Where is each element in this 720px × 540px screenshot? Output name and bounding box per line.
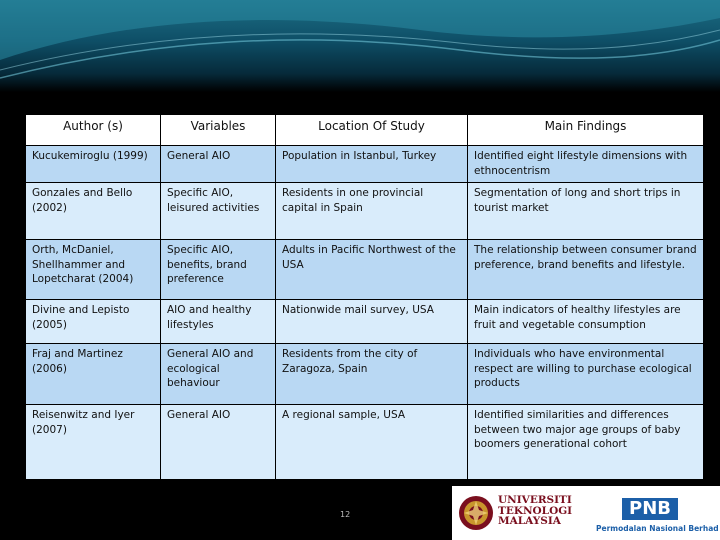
cell-findings: The relationship between consumer brand preference, brand benefits and lifestyle. bbox=[468, 240, 704, 300]
cell-location: A regional sample, USA bbox=[276, 405, 468, 480]
cell-findings: Individuals who have environmental respect are willing to purchase ecological products bbox=[468, 344, 704, 405]
table-row bbox=[26, 300, 704, 344]
footer-logos bbox=[452, 486, 720, 540]
utm-line: MALAYSIA bbox=[498, 515, 561, 527]
table-row bbox=[26, 240, 704, 300]
cell-location: Residents in one provincial capital in Spain bbox=[276, 183, 468, 240]
table-header-row bbox=[26, 115, 704, 146]
table-row bbox=[26, 405, 704, 480]
wave-decoration bbox=[0, 0, 720, 92]
utm-crest-icon bbox=[458, 492, 494, 534]
cell-variables: AIO and healthy lifestyles bbox=[161, 300, 276, 344]
cell-location: Adults in Pacific Northwest of the USA bbox=[276, 240, 468, 300]
utm-wordmark bbox=[498, 495, 572, 527]
cell-author: Kucukemiroglu (1999) bbox=[26, 146, 161, 183]
pnb-logo: PNB bbox=[622, 498, 678, 520]
cell-variables: General AIO bbox=[161, 405, 276, 480]
cell-variables: Specific AIO, leisured activities bbox=[161, 183, 276, 240]
cell-findings: Identified similarities and differences between two major age groups of baby boomers generational cohort bbox=[468, 405, 704, 480]
cell-variables: General AIO bbox=[161, 146, 276, 183]
header-findings: Main Findings bbox=[468, 115, 704, 146]
utm-line: UNIVERSITI bbox=[498, 494, 572, 506]
utm-line: TEKNOLOGI bbox=[498, 504, 573, 517]
table-row bbox=[26, 344, 704, 405]
table-row bbox=[26, 183, 704, 240]
cell-author: Orth, McDaniel, Shellhammer and Lopetcharat (2004) bbox=[26, 240, 161, 300]
literature-table bbox=[25, 114, 704, 480]
cell-variables: General AIO and ecological behaviour bbox=[161, 344, 276, 405]
cell-author: Fraj and Martinez (2006) bbox=[26, 344, 161, 405]
cell-author: Divine and Lepisto (2005) bbox=[26, 300, 161, 344]
cell-findings: Segmentation of long and short trips in tourist market bbox=[468, 183, 704, 240]
header-location: Location Of Study bbox=[276, 115, 468, 146]
cell-location: Nationwide mail survey, USA bbox=[276, 300, 468, 344]
cell-author: Reisenwitz and Iyer (2007) bbox=[26, 405, 161, 480]
cell-location: Population in Istanbul, Turkey bbox=[276, 146, 468, 183]
header-variables: Variables bbox=[161, 115, 276, 146]
cell-findings: Main indicators of healthy lifestyles are fruit and vegetable consumption bbox=[468, 300, 704, 344]
pnb-full-name: Permodalan Nasional Berhad bbox=[596, 524, 719, 533]
table-row bbox=[26, 146, 704, 183]
cell-author: Gonzales and Bello (2002) bbox=[26, 183, 161, 240]
header-author: Author (s) bbox=[26, 115, 161, 146]
page-number: 12 bbox=[340, 510, 351, 519]
cell-findings: Identified eight lifestyle dimensions with ethnocentrism bbox=[468, 146, 704, 183]
cell-variables: Specific AIO, benefits, brand preference bbox=[161, 240, 276, 300]
header-banner bbox=[0, 0, 720, 92]
cell-location: Residents from the city of Zaragoza, Spain bbox=[276, 344, 468, 405]
